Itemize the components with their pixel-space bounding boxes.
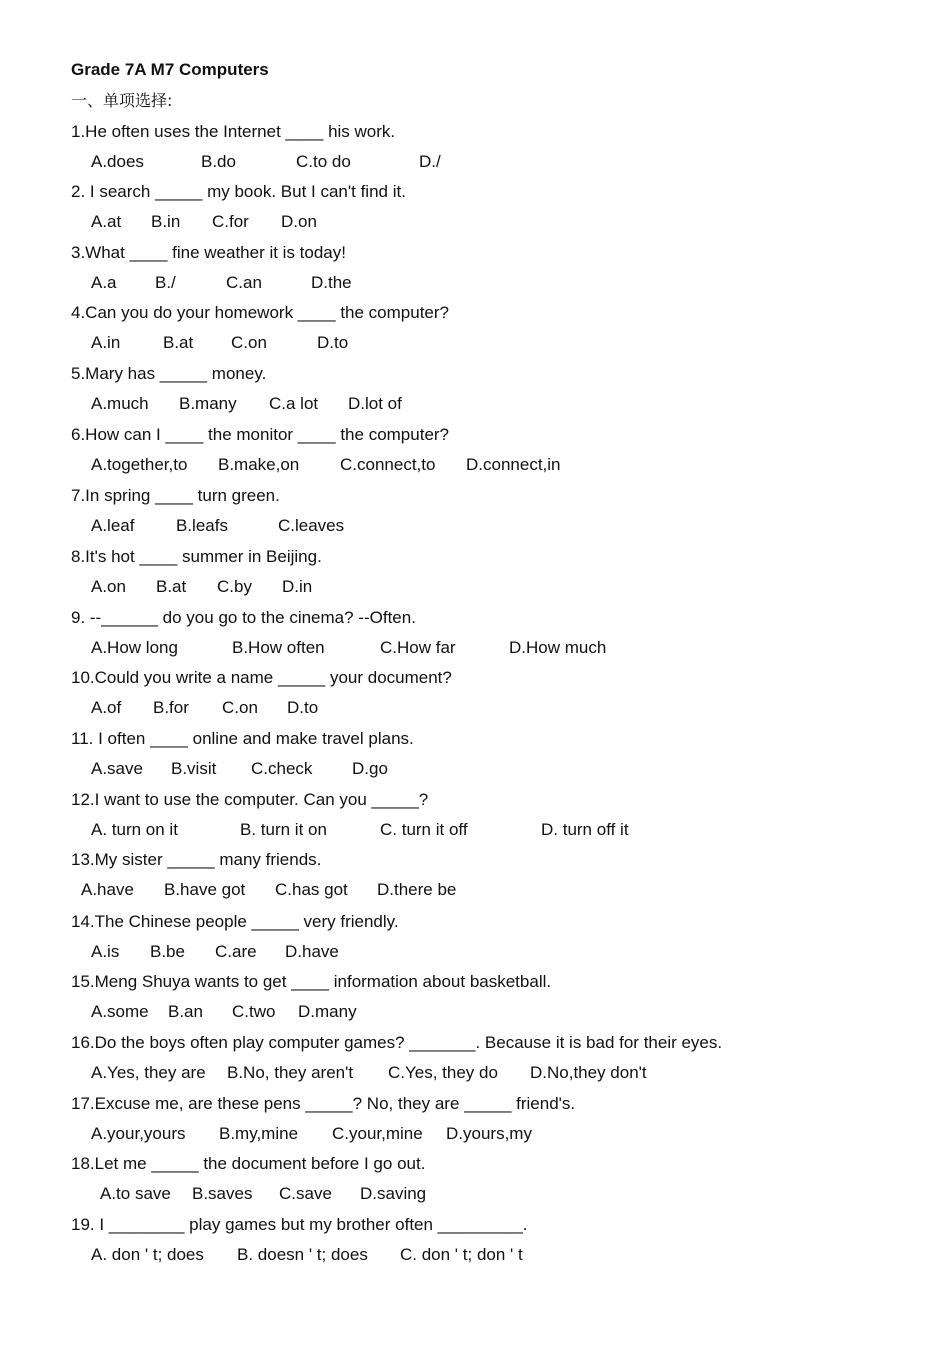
option-a: A.together,to <box>91 455 188 474</box>
option-a: A.much <box>91 394 149 413</box>
question-text: 2. I search _____ my book. But I can't find it. <box>71 182 406 201</box>
option-a: A.How long <box>91 638 178 657</box>
question-text: 19. I ________ play games but my brother often _________. <box>71 1215 528 1234</box>
question-text: 5.Mary has _____ money. <box>71 364 267 383</box>
question-text: 6.How can I ____ the monitor ____ the computer? <box>71 425 450 444</box>
option-d: D.have <box>285 942 339 961</box>
option-a: A.is <box>91 942 120 961</box>
option-c: C.your,mine <box>332 1124 423 1143</box>
option-c: C.on <box>231 333 267 352</box>
question-text: 18.Let me _____ the document before I go out. <box>71 1154 426 1173</box>
option-c: C.leaves <box>278 516 345 535</box>
option-c: C. turn it off <box>380 820 468 839</box>
question-text: 13.My sister _____ many friends. <box>71 850 322 869</box>
option-c: C.a lot <box>269 394 319 413</box>
option-c: C.by <box>217 577 252 596</box>
option-c: C.on <box>222 698 258 717</box>
option-b: B.No, they aren't <box>227 1063 354 1082</box>
question-text: 3.What ____ fine weather it is today! <box>71 243 346 262</box>
option-b: B.be <box>150 942 185 961</box>
option-b: B.visit <box>171 759 217 778</box>
option-a: A.at <box>91 212 122 231</box>
option-d: D.saving <box>360 1184 427 1203</box>
option-c: C.to do <box>296 152 351 171</box>
option-a: A.on <box>91 577 126 596</box>
option-c: C.an <box>226 273 262 292</box>
option-a: A.have <box>81 880 134 899</box>
option-c: C.are <box>215 942 257 961</box>
option-a: A.to save <box>100 1184 171 1203</box>
option-c: C.has got <box>275 880 348 899</box>
option-d: D.connect,in <box>466 455 561 474</box>
option-a: A.some <box>91 1002 149 1021</box>
question-text: 14.The Chinese people _____ very friendly. <box>71 912 399 931</box>
option-d: D.to <box>287 698 319 717</box>
question-text: 16.Do the boys often play computer games? _______. Because it is bad for their eyes. <box>71 1033 723 1052</box>
question-text: 9. --______ do you go to the cinema? --Often. <box>71 608 416 627</box>
option-d: D.How much <box>509 638 607 657</box>
option-a: A.Yes, they are <box>91 1063 206 1082</box>
question-text: 12.I want to use the computer. Can you _____? <box>71 790 429 809</box>
option-b: B.an <box>168 1002 203 1021</box>
option-d: D.on <box>281 212 317 231</box>
question-text: 1.He often uses the Internet ____ his work. <box>71 122 396 141</box>
option-c: C.Yes, they do <box>388 1063 498 1082</box>
option-d: D.No,they don't <box>530 1063 647 1082</box>
option-a: A. turn on it <box>91 820 178 839</box>
option-b: B.make,on <box>218 455 300 474</box>
option-b: B.at <box>156 577 187 596</box>
option-d: D. turn off it <box>541 820 629 839</box>
option-c: C.check <box>251 759 313 778</box>
question-text: 10.Could you write a name _____ your document? <box>71 668 452 687</box>
option-b: B.for <box>153 698 189 717</box>
option-b: B.saves <box>192 1184 253 1203</box>
option-b: B.have got <box>164 880 246 899</box>
option-b: B. doesn ' t; does <box>237 1245 368 1264</box>
option-a: A.your,yours <box>91 1124 186 1143</box>
option-a: A.in <box>91 333 121 352</box>
option-b: B.my,mine <box>219 1124 299 1143</box>
option-b: B.How often <box>232 638 325 657</box>
option-b: B.do <box>201 152 236 171</box>
option-d: D.the <box>311 273 352 292</box>
question-text: 7.In spring ____ turn green. <box>71 486 280 505</box>
option-b: B.in <box>151 212 181 231</box>
option-a: A. don ' t; does <box>91 1245 204 1264</box>
option-d: D.there be <box>377 880 457 899</box>
option-b: B.leafs <box>176 516 228 535</box>
option-a: A.does <box>91 152 144 171</box>
option-a: A.of <box>91 698 122 717</box>
option-d: D./ <box>419 152 441 171</box>
option-d: D.to <box>317 333 349 352</box>
option-c: C.save <box>279 1184 332 1203</box>
option-b: B.many <box>179 394 237 413</box>
option-d: D.many <box>298 1002 357 1021</box>
page-title: Grade 7A M7 Computers <box>71 60 269 79</box>
option-c: C.for <box>212 212 249 231</box>
option-a: A.a <box>91 273 117 292</box>
option-d: D.in <box>282 577 313 596</box>
option-c: C. don ' t; don ' t <box>400 1245 523 1264</box>
question-text: 8.It's hot ____ summer in Beijing. <box>71 547 322 566</box>
option-c: C.connect,to <box>340 455 436 474</box>
option-a: A.save <box>91 759 143 778</box>
option-c: C.How far <box>380 638 456 657</box>
option-b: B./ <box>155 273 176 292</box>
option-d: D.lot of <box>348 394 402 413</box>
option-b: B.at <box>163 333 194 352</box>
option-d: D.yours,my <box>446 1124 532 1143</box>
option-b: B. turn it on <box>240 820 327 839</box>
option-d: D.go <box>352 759 388 778</box>
question-text: 17.Excuse me, are these pens _____? No, they are _____ friend's. <box>71 1094 576 1113</box>
option-a: A.leaf <box>91 516 135 535</box>
question-text: 11. I often ____ online and make travel plans. <box>71 729 414 748</box>
option-c: C.two <box>232 1002 276 1021</box>
question-text: 15.Meng Shuya wants to get ____ information about basketball. <box>71 972 552 991</box>
section-heading: 一、单项选择: <box>71 91 173 110</box>
question-text: 4.Can you do your homework ____ the computer? <box>71 303 450 322</box>
